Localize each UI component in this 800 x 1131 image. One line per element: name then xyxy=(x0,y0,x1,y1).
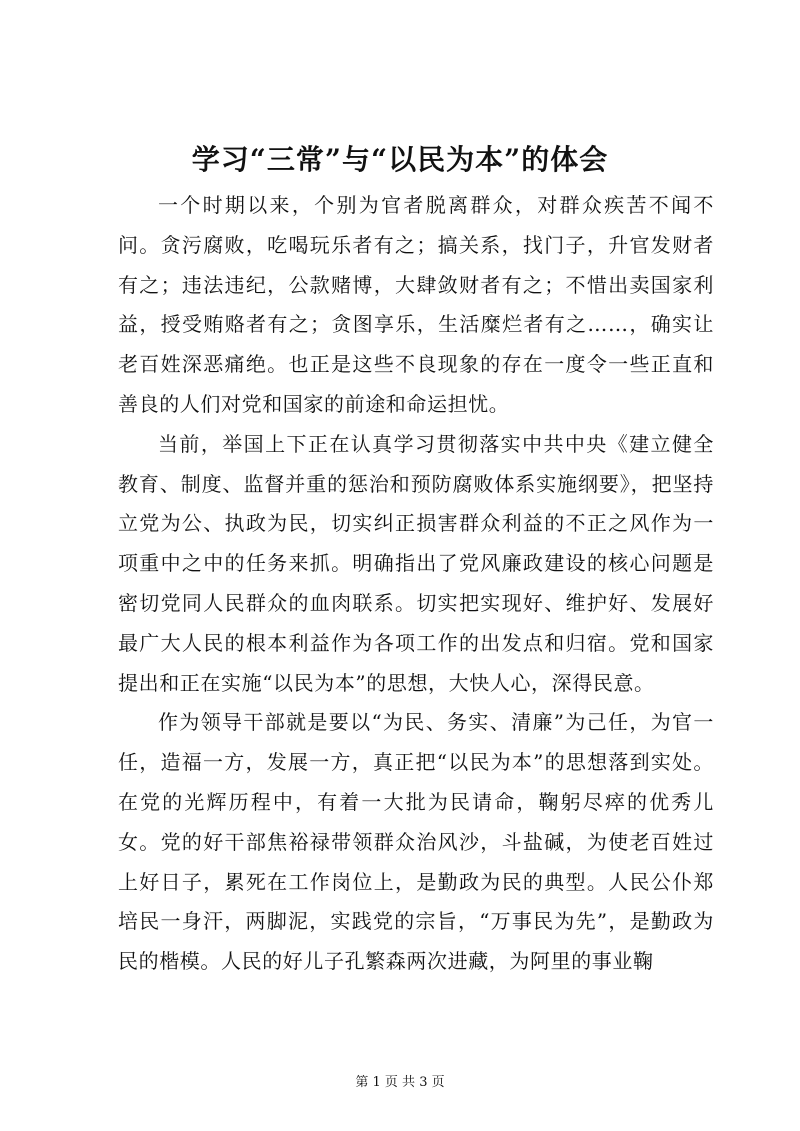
document-title: 学习“三常”与“以民为本”的体会 xyxy=(191,143,609,176)
paragraph-1: 一个时期以来，个别为官者脱离群众，对群众疾苦不闻不问。贪污腐败，吃喝玩乐者有之；搞关系，找门子，升官发财者有之；违法违纪，公款赌博，大肆敛财者有之；不惜出卖国家利益，授受贿赂者有之；贪图享乐，生活糜烂者有之……，确实让老百姓深恶痛绝。也正是这些不良现象的存在一度令一些正直和善良的人们对党和国家的前途和命运担忧。 xyxy=(118,193,714,416)
document-body xyxy=(118,186,714,982)
paragraph-3: 作为领导干部就是要以“为民、务实、清廉”为己任，为官一任，造福一方，发展一方，真正把“以民为本”的思想落到实处。在党的光辉历程中，有着一大批为民请命，鞠躬尽瘁的优秀儿女。党的好干部焦裕禄带领群众治风沙，斗盐碱，为使老百姓过上好日子，累死在工作岗位上，是勤政为民的典型。人民公仆郑培民一身汗，两脚泥，实践党的宗旨，“万事民为先”，是勤政为民的楷模。人民的好儿子孔繁森两次进藏，为阿里的事业鞠 xyxy=(118,710,714,974)
paragraph-2: 当前，举国上下正在认真学习贯彻落实中共中央《建立健全教育、制度、监督并重的惩治和预防腐败体系实施纲要》，把坚持立党为公、执政为民，切实纠正损害群众利益的不正之风作为一项重中之中的任务来抓。明确指出了党风廉政建设的核心问题是密切党同人民群众的血肉联系。切实把实现好、维护好、发展好最广大人民的根本利益作为各项工作的出发点和归宿。党和国家提出和正在实施“以民为本”的思想，大快人心，深得民意。 xyxy=(118,431,714,695)
page-number-footer: 第 1 页 共 3 页 xyxy=(355,1075,445,1090)
